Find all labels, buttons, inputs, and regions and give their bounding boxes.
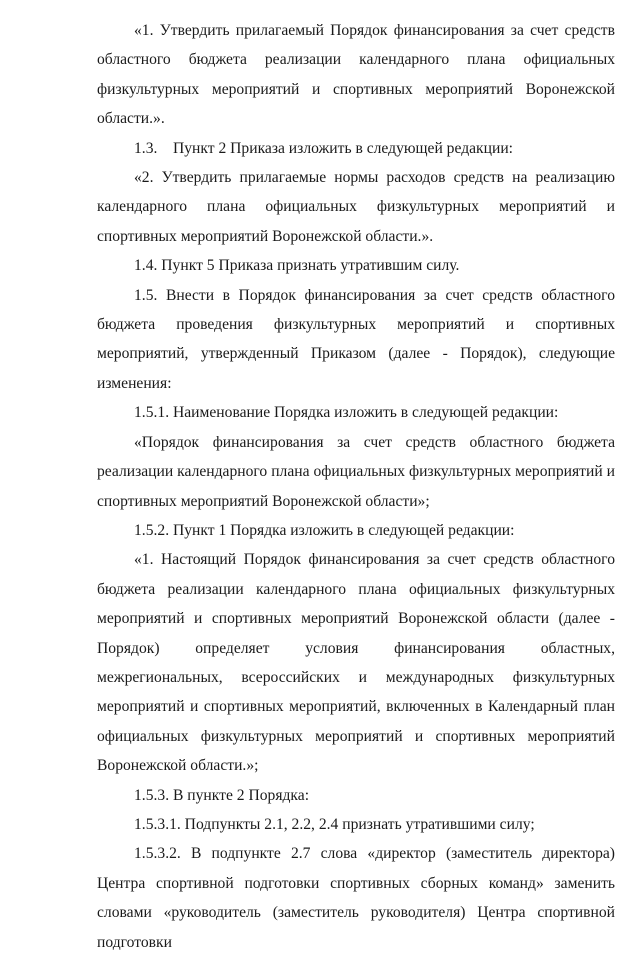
paragraph-1-5-2: 1.5.2. Пункт 1 Порядка изложить в следующей редакции: [134,521,515,539]
paragraph-order-item-1-quote: «1. Настоящий Порядок финансирования за счет средств областного бюджета реализации календарного плана официальных физкультурных мероприятий и спортивных мероприятий Воронежской области (далее - Порядок) определяет условия финансирования областных, межрегиональных, всероссийских и международных физкультурных мероприятий и спортивных мероприятий, включенных в Календарный план официальных физкультурных мероприятий и спортивных мероприятий Воронежской области.»; [97,551,615,775]
paragraph-1-5-3: 1.5.3. В пункте 2 Порядка: [134,786,310,804]
document-body [97,16,615,957]
paragraph-order-title-quote: «Порядок финансирования за счет средств областного бюджета реализации календарного плана официальных физкультурных мероприятий и спортивных мероприятий Воронежской области»; [97,433,615,510]
paragraph-1-5-1: 1.5.1. Наименование Порядка изложить в следующей редакции: [134,404,559,422]
paragraph-1-5: 1.5. Внести в Порядок финансирования за счет средств областного бюджета проведения физкультурных мероприятий и спортивных мероприятий, утвержденный Приказом (далее - Порядок), следующие изменения: [97,286,615,392]
paragraph-item-1-quote: «1. Утвердить прилагаемый Порядок финансирования за счет средств областного бюджета реализации календарного плана официальных физкультурных мероприятий и спортивных мероприятий Воронежской области.». [97,22,615,128]
paragraph-1-3: 1.3. Пункт 2 Приказа изложить в следующей редакции: [134,139,513,157]
paragraph-1-4: 1.4. Пункт 5 Приказа признать утратившим силу. [134,257,460,275]
paragraph-item-2-quote: «2. Утвердить прилагаемые нормы расходов средств на реализацию календарного плана официальных физкультурных мероприятий и спортивных мероприятий Воронежской области.». [97,169,615,245]
paragraph-1-5-3-2: 1.5.3.2. В подпункте 2.7 слова «директор (заместитель директора) Центра спортивной подготовки спортивных сборных команд» заменить словами «руководитель (заместитель руководителя) Центра спортивной подготовки [97,845,615,951]
paragraph-1-5-3-1: 1.5.3.1. Подпункты 2.1, 2.2, 2.4 признать утратившими силу; [134,815,535,833]
